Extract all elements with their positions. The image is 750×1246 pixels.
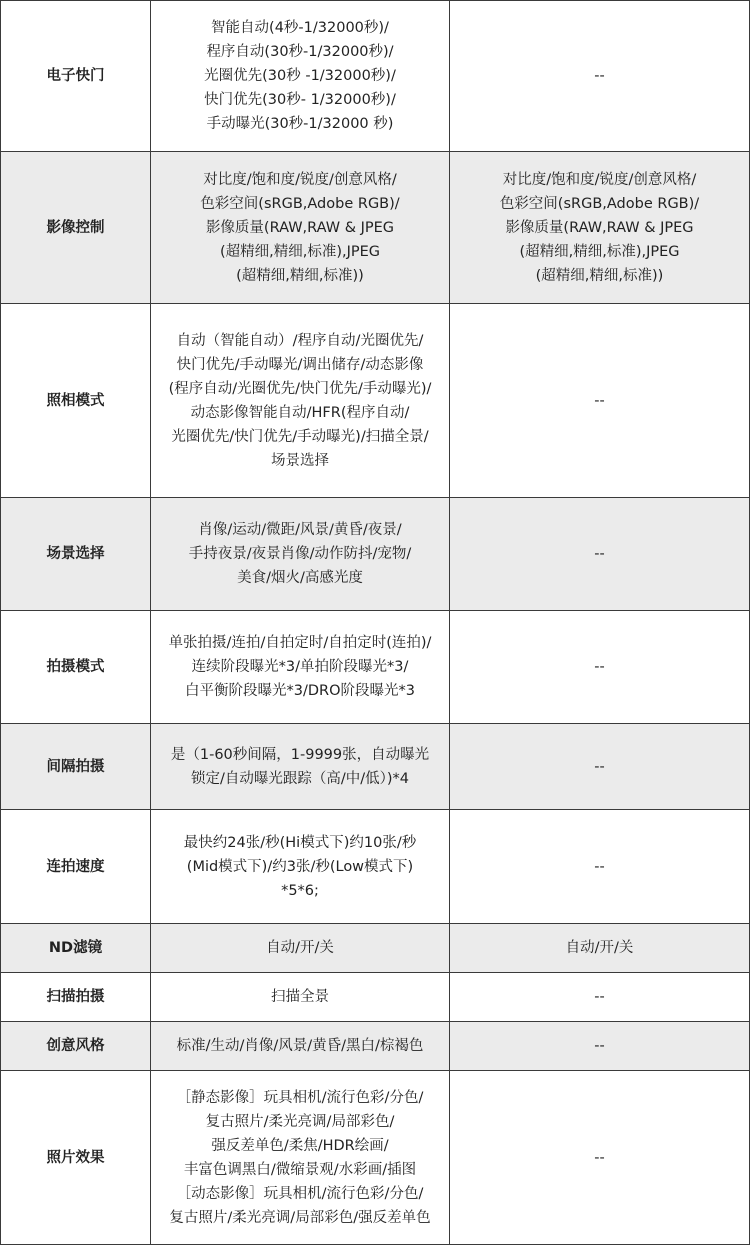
- value-cell: [450, 924, 750, 973]
- value-line: 动态影像智能自动/HFR(程序自动/: [190, 404, 410, 421]
- row-label: ND滤镜: [1, 924, 151, 973]
- value-line: 复古照片/柔光亮调/局部彩色/: [205, 1113, 395, 1130]
- value-line: (超精细,精细,标准)): [236, 267, 364, 284]
- value-line: 对比度/饱和度/锐度/创意风格/: [502, 171, 697, 188]
- value-line: --: [594, 758, 605, 775]
- value-line: ［静态影像］玩具相机/流行色彩/分色/: [176, 1089, 424, 1106]
- value-line: --: [594, 68, 605, 84]
- value-line: 白平衡阶段曝光*3/DRO阶段曝光*3: [185, 683, 415, 699]
- value-line: (超精细,精细,标准),JPEG: [519, 243, 680, 260]
- value-line: (超精细,精细,标准),JPEG: [219, 243, 381, 260]
- spec-row-burst-speed: [1, 810, 750, 924]
- value-cell: [450, 498, 750, 611]
- value-cell: [151, 973, 450, 1022]
- spec-row-creative-style: [1, 1022, 750, 1071]
- value-line: 扫描全景: [271, 989, 329, 1005]
- spec-row-scene-selection: [1, 498, 750, 611]
- row-label: 创意风格: [1, 1022, 151, 1071]
- value-cell: [450, 304, 750, 498]
- value-line: 色彩空间(sRGB,Adobe RGB)/: [200, 195, 400, 212]
- value-line: 锁定/自动曝光跟踪（高/中/低）)*4: [190, 770, 410, 787]
- value-cell: [450, 152, 750, 304]
- value-cell: [151, 611, 450, 724]
- value-line: 场景选择: [271, 452, 329, 469]
- value-line: 最快约24张/秒(Hi模式下)约10张/秒: [183, 834, 417, 851]
- value-line: --: [594, 392, 605, 409]
- value-line: --: [594, 546, 605, 562]
- value-cell: [151, 1022, 450, 1071]
- spec-row-electronic-shutter: [1, 1, 750, 152]
- value-cell: [450, 1022, 750, 1071]
- value-cell: [151, 304, 450, 498]
- value-cell: [151, 498, 450, 611]
- value-cell: [450, 810, 750, 924]
- value-cell: [450, 1071, 750, 1245]
- value-line: 色彩空间(sRGB,Adobe RGB)/: [499, 195, 700, 212]
- value-line: 智能自动(4秒-1/32000秒)/: [211, 20, 389, 36]
- spec-row-drive-mode: [1, 611, 750, 724]
- value-line: --: [594, 659, 605, 675]
- value-line: 强反差单色/柔焦/HDR绘画/: [211, 1137, 389, 1154]
- value-line: --: [594, 989, 605, 1005]
- spec-row-image-control: [1, 152, 750, 304]
- value-line: 自动/开/关: [565, 940, 634, 956]
- value-line: 快门优先/手动曝光/调出储存/动态影像: [176, 356, 424, 373]
- value-line: (超精细,精细,标准)): [535, 267, 664, 284]
- value-line: 美食/烟火/高感光度: [237, 570, 363, 586]
- row-label: 场景选择: [1, 498, 151, 611]
- value-line: 肖像/运动/微距/风景/黄昏/夜景/: [198, 522, 402, 538]
- value-line: --: [594, 1038, 605, 1054]
- value-line: 快门优先(30秒- 1/32000秒)/: [204, 92, 396, 108]
- value-cell: [151, 1, 450, 152]
- value-line: 对比度/饱和度/锐度/创意风格/: [203, 171, 397, 188]
- row-label: 拍摄模式: [1, 611, 151, 724]
- value-line: (程序自动/光圈优先/快门优先/手动曝光)/: [168, 380, 432, 397]
- value-cell: [450, 973, 750, 1022]
- value-cell: [151, 810, 450, 924]
- spec-row-shooting-mode: [1, 304, 750, 498]
- value-cell: [151, 724, 450, 810]
- row-label: 电子快门: [1, 1, 151, 152]
- value-line: 标准/生动/肖像/风景/黄昏/黑白/棕褐色: [176, 1038, 424, 1054]
- value-line: --: [594, 858, 605, 875]
- value-line: 影像质量(RAW,RAW & JPEG: [505, 219, 694, 236]
- value-cell: [151, 924, 450, 973]
- value-line: 复古照片/柔光亮调/局部彩色/强反差单色: [169, 1209, 431, 1226]
- row-label: 影像控制: [1, 152, 151, 304]
- value-line: 光圈优先/快门优先/手动曝光)/扫描全景/: [171, 428, 429, 445]
- value-line: (Mid模式下)/约3张/秒(Low模式下): [186, 858, 414, 875]
- value-cell: [151, 152, 450, 304]
- row-label: 连拍速度: [1, 810, 151, 924]
- value-line: 程序自动(30秒-1/32000秒)/: [206, 44, 394, 60]
- value-cell: [450, 1, 750, 152]
- row-label: 间隔拍摄: [1, 724, 151, 810]
- value-line: 手动曝光(30秒-1/32000 秒): [206, 116, 394, 132]
- value-line: 光圈优先(30秒 -1/32000秒)/: [204, 68, 396, 84]
- value-line: 影像质量(RAW,RAW & JPEG: [205, 219, 395, 236]
- row-label: 照相模式: [1, 304, 151, 498]
- spec-row-nd-filter: [1, 924, 750, 973]
- row-label: 扫描拍摄: [1, 973, 151, 1022]
- value-line: ［动态影像］玩具相机/流行色彩/分色/: [176, 1185, 424, 1202]
- value-cell: [450, 611, 750, 724]
- value-line: 丰富色调黑白/微缩景观/水彩画/插图: [183, 1161, 417, 1178]
- value-cell: [151, 1071, 450, 1245]
- value-line: 是（1-60秒间隔，1-9999张，自动曝光: [170, 746, 430, 763]
- value-line: 连续阶段曝光*3/单拍阶段曝光*3/: [191, 659, 409, 675]
- spec-row-interval-shooting: [1, 724, 750, 810]
- spec-row-sweep-shooting: [1, 973, 750, 1022]
- row-label: 照片效果: [1, 1071, 151, 1245]
- value-line: --: [594, 1149, 605, 1166]
- value-cell: [450, 724, 750, 810]
- value-line: 单张拍摄/连拍/自拍定时/自拍定时(连拍)/: [168, 635, 432, 651]
- value-line: 自动/开/关: [266, 940, 334, 956]
- value-line: 手持夜景/夜景肖像/动作防抖/宠物/: [188, 546, 412, 562]
- spec-row-picture-effect: [1, 1071, 750, 1245]
- value-line: 自动（智能自动）/程序自动/光圈优先/: [176, 332, 424, 349]
- value-line: *5*6;: [281, 882, 319, 899]
